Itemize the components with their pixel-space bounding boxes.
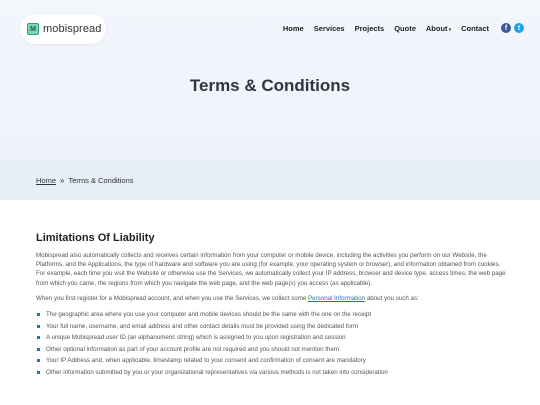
logo[interactable] (20, 14, 106, 44)
bullet-icon (37, 336, 40, 339)
nav-about-label: About (425, 23, 448, 33)
breadcrumb (0, 160, 540, 200)
main-content (36, 232, 506, 379)
bullet-icon (37, 348, 40, 351)
nav-contact[interactable]: Contact (461, 23, 489, 33)
nav-services[interactable]: Services (313, 23, 345, 33)
bullet-icon (37, 325, 40, 328)
bullet-icon (37, 371, 40, 374)
list-item (36, 355, 506, 367)
facebook-icon[interactable]: f (501, 23, 511, 33)
page-title: Terms & Conditions (189, 76, 351, 95)
list-item (36, 309, 506, 321)
section-title: Limitations Of Liability (36, 232, 155, 244)
chevron-down-icon: ▾ (448, 26, 452, 33)
logo-text: mobispread (43, 23, 102, 35)
list-item-text: Your IP Address and, when applicable, timestamp related to your consent and confirmation of consent are mandatory (46, 357, 366, 365)
nav-about[interactable] (426, 24, 451, 33)
list-item-text: A unique Mobispread user ID (an alphanumeric string) which is assigned to you upon registration and session (46, 334, 346, 342)
nav-home[interactable]: Home (282, 23, 304, 33)
list-item (36, 367, 506, 379)
hero-section (0, 0, 540, 160)
paragraph-intro: Mobispread also automatically collects and receives certain information from your computer or mobile device, including the activities you perform on our Website, the Platforms, and the Applications, the type of hardware and software you are using (for example, your operating system or browser), and information obtained from cookies. For example, each time you visit the Website or otherwise use the Services, we automatically collect your IP address, browser and device type, access times, the web page from which you came, the regions from which you navigate the web page, and the web page(s) you access (as applicable). (36, 252, 506, 287)
logo-icon: M (27, 23, 39, 35)
list-item-text: Your full name, username, and email address and other contact details must be provided using the dedicated form (46, 322, 359, 330)
twitter-icon[interactable]: t (514, 23, 524, 33)
bullet-icon (37, 313, 40, 316)
nav-projects[interactable]: Projects (354, 23, 385, 33)
list-item-text: Other optional information as part of your account profile are not required and you should not mention them (46, 345, 340, 353)
bullet-icon (37, 359, 40, 362)
paragraph-text-after: about you such as: (365, 294, 419, 302)
nav-quote[interactable]: Quote (394, 23, 416, 33)
breadcrumb-home-link[interactable]: Home (36, 175, 57, 185)
breadcrumb-current: Terms & Conditions (68, 175, 134, 185)
list-item-text: Other information submitted by you or your organizational representatives via various methods is not taken into consideration (46, 368, 388, 376)
list-item (36, 321, 506, 333)
list-item-text: The geographic area where you use your computer and mobile devices should be the same with the one on the receipt (46, 311, 372, 319)
main-menu (273, 23, 524, 33)
paragraph-registration (36, 294, 506, 303)
paragraph-text-before: When you first register for a Mobispread account, and when you use the Services, we collect some (36, 294, 309, 302)
top-navigation (0, 14, 540, 46)
information-list (36, 309, 506, 379)
list-item (36, 332, 506, 344)
list-item (36, 344, 506, 356)
breadcrumb-separator-icon: » (60, 175, 65, 185)
personal-information-link[interactable]: Personal Information (308, 294, 366, 302)
